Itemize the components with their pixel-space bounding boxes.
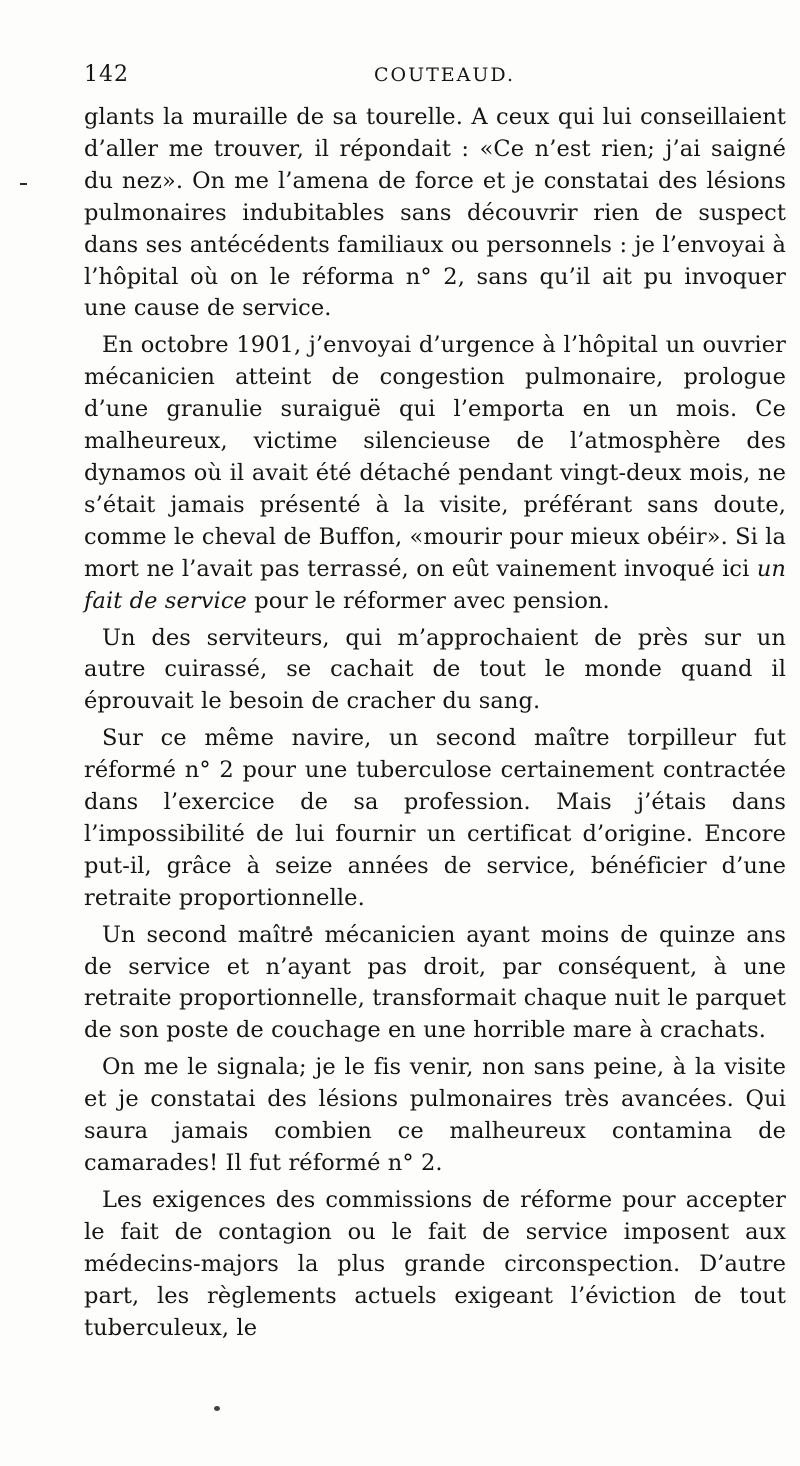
paragraph — [84, 330, 786, 617]
body-text — [84, 102, 786, 1344]
page-number: 142 — [84, 62, 129, 87]
paragraph: glants la muraille de sa tourelle. A ceux qui lui conseillaient d’aller me trouver, il répondait : «Ce n’est rien; j’ai saigné du nez». On me l’amena de force et je constatai des lésions pulmonaires indubitables sans découvrir rien de suspect dans ses antécédents familiaux ou personnels : je l’envoyai à l’hôpital où on le réforma n° 2, sans qu’il ait pu invoquer une cause de service. — [84, 104, 786, 322]
running-head: COUTEAUD. — [374, 64, 515, 86]
paragraph: On me le signala; je le fis venir, non sans peine, à la visite et je constatai des lésions pulmonaires très avancées. Qui saura jamais combien ce malheureux contamina de camarades! Il fut réformé n° 2. — [84, 1054, 786, 1176]
ink-speck — [214, 1406, 220, 1411]
paragraph: Un des serviteurs, qui m’approchaient de près sur un autre cuirassé, se cachait de tout le monde quand il éprouvait le besoin de cracher du sang. — [84, 624, 786, 715]
emphasized-text: un fait de service — [84, 555, 786, 614]
paragraph: Les exigences des commissions de réforme pour accepter le fait de contagion ou le fait de service imposent aux médecins-majors la plus grande circonspection. D’autre part, les règlements actuels exigeant l’éviction de tout tuberculeux, le — [84, 1186, 786, 1341]
paragraph: Sur ce même navire, un second maître torpilleur fut réformé n° 2 pour une tuberculose certainement contractée dans l’exercice de sa profession. Mais j’étais dans l’impossibilité de lui fournir un certificat d’origine. Encore put-il, grâce à seize années de service, bénéficier d’une retraite proportionnelle. — [84, 725, 786, 911]
paragraph-text: pour le réformer avec pension. — [246, 587, 610, 614]
margin-mark — [20, 183, 27, 185]
page-header — [84, 62, 784, 96]
paragraph-text: En octobre 1901, j’envoyai d’urgence à l’hôpital un ouvrier mécanicien atteint de congestion pulmonaire, prologue d’une granulie suraiguë qui l’emporta en un mois. Ce malheureux, victime silencieuse de l’atmosphère des dynamos où il avait été détaché pendant vingt-deux mois, ne s’était jamais présenté à la visite, préférant sans doute, comme le cheval de Buffon, «mourir pour mieux obéir». Si la mort ne l’avait pas terrassé, on eût vainement invoqué ici — [84, 332, 786, 582]
paragraph: Un second maître mécanicien ayant moins de quinze ans de service et n’ayant pas droit, par conséquent, à une retraite proportionnelle, transformait chaque nuit le parquet de son poste de couchage en une horrible mare à crachats. — [84, 921, 786, 1044]
